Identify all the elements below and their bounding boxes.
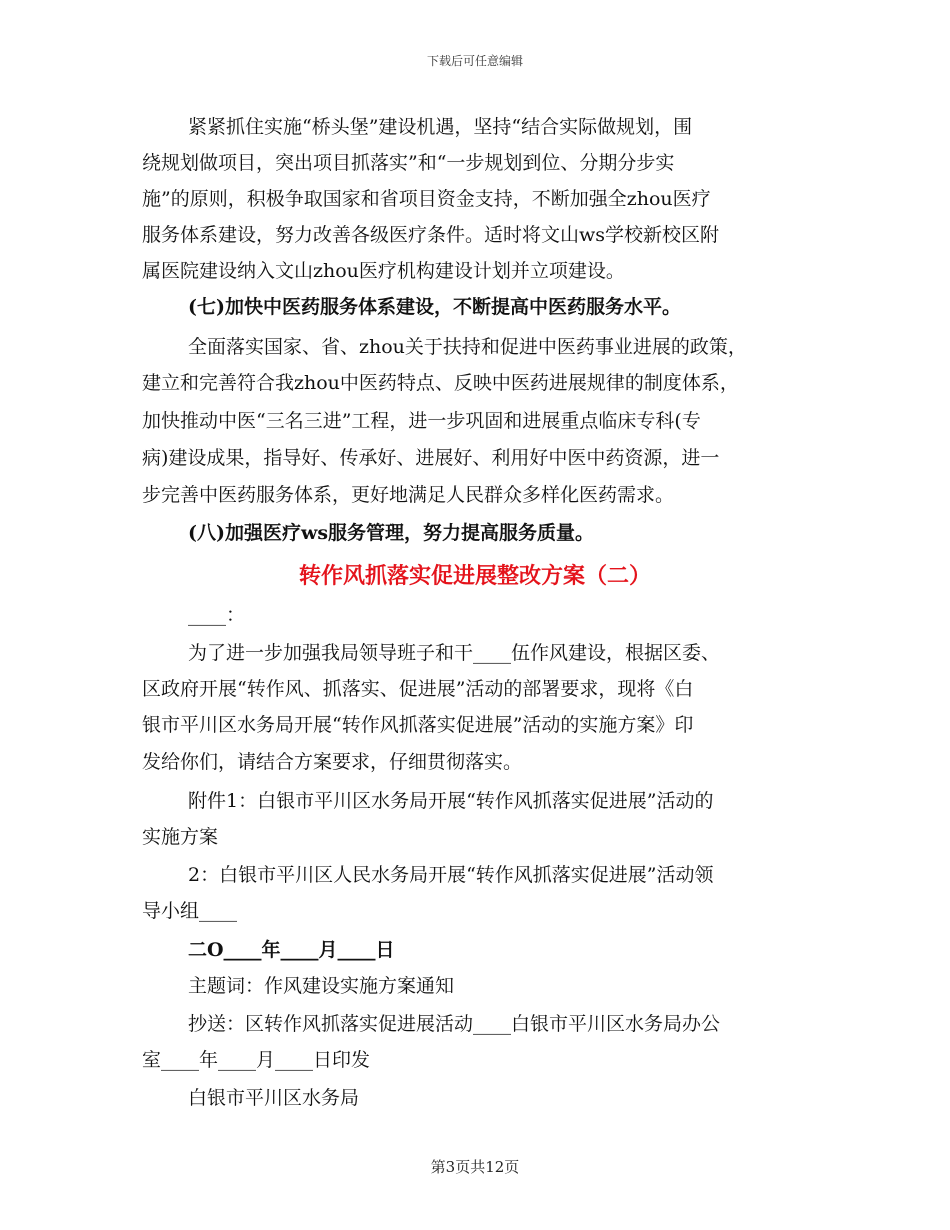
- body-line: 区政府开展“转作风、抓落实、促进展”活动的部署要求，现将《白: [142, 678, 694, 700]
- paragraph-line: 建立和完善符合我zhou中医药特点、反映中医药进展规律的制度体系，: [142, 372, 739, 394]
- paragraph-line: 步完善中医药服务体系，更好地满足人民群众多样化医药需求。: [142, 484, 675, 506]
- paragraph-line: 加快推动中医“三名三进”工程，进一步巩固和进展重点临床专科(专: [142, 410, 701, 432]
- page-footer: 第3页共12页: [430, 1158, 520, 1176]
- paragraph-line: 全面落实国家、省、zhou关于扶持和促进中医药事业进展的政策，: [188, 336, 747, 358]
- date-line: 二O____年____月____日: [188, 939, 395, 961]
- subject-line: 主题词：作风建设实施方案通知: [188, 975, 455, 997]
- attachment-line: 2：白银市平川区人民水务局开展“转作风抓落实促进展”活动领: [188, 864, 714, 886]
- paragraph-line: 绕规划做项目，突出项目抓落实”和“一步规划到位、分期分步实: [142, 152, 675, 174]
- paragraph-line: 属医院建设纳入文山zhou医疗机构建设计划并立项建设。: [142, 260, 625, 282]
- paragraph-line: 紧紧抓住实施“桥头堡”建设机遇，坚持“结合实际做规划，围: [188, 116, 693, 138]
- body-line: 发给你们，请结合方案要求，仔细贯彻落实。: [142, 751, 523, 773]
- cc-line: 室____年____月____日印发: [142, 1049, 371, 1071]
- attachment-line: 实施方案: [142, 826, 219, 848]
- cc-line: 抄送：区转作风抓落实促进展活动____白银市平川区水务局办公: [188, 1013, 721, 1035]
- paragraph-line: 服务体系建设，努力改善各级医疗条件。适时将文山ws学校新校区附: [142, 224, 720, 246]
- salutation: ____：: [188, 604, 246, 626]
- section-heading-7: (七)加快中医药服务体系建设，不断提高中医药服务水平。: [188, 296, 681, 318]
- body-line: 为了进一步加强我局领导班子和干____伍作风建设，根据区委、: [188, 642, 721, 664]
- issuer: 白银市平川区水务局: [188, 1087, 360, 1109]
- attachment-line: 导小组____: [142, 900, 238, 922]
- page-header: 下载后可任意编辑: [426, 54, 523, 68]
- section-heading-8: (八)加强医疗ws服务管理，努力提高服务质量。: [188, 522, 595, 544]
- document-title: 转作风抓落实促进展整改方案（二）: [298, 563, 651, 589]
- paragraph-line: 病)建设成果，指导好、传承好、进展好、利用好中医中药资源，进一: [142, 447, 720, 469]
- paragraph-line: 施”的原则，积极争取国家和省项目资金支持，不断加强全zhou医疗: [142, 188, 711, 210]
- body-line: 银市平川区水务局开展“转作风抓落实促进展”活动的实施方案》印: [142, 714, 694, 736]
- attachment-line: 附件1：白银市平川区水务局开展“转作风抓落实促进展”活动的: [188, 790, 714, 812]
